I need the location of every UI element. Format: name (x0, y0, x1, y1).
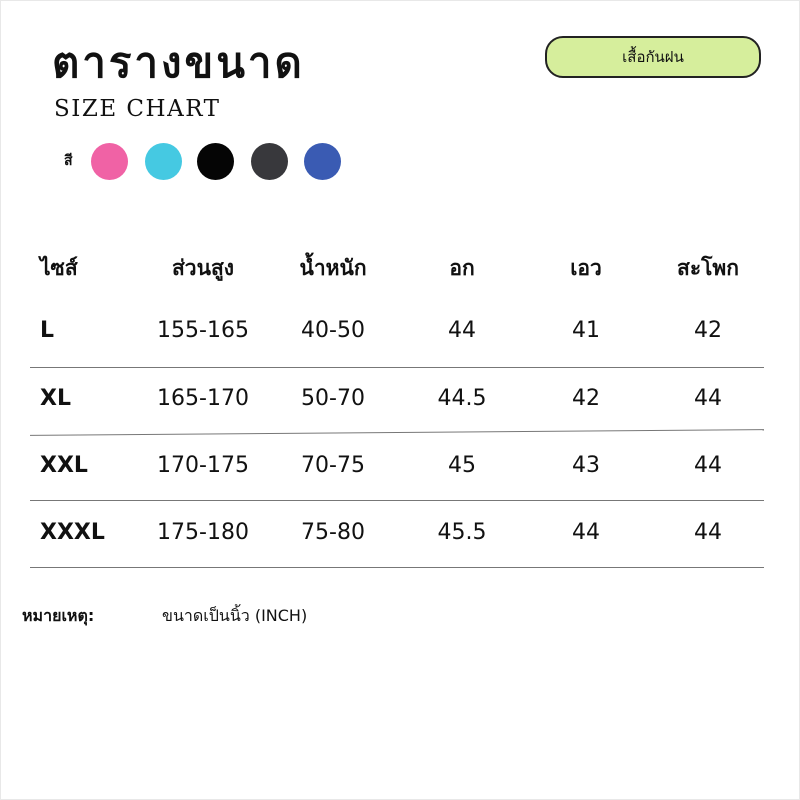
table-cell: 45 (448, 453, 476, 478)
table-cell: 44 (694, 520, 722, 545)
table-cell: 45.5 (437, 520, 487, 545)
table-header-cell: เอว (570, 256, 602, 280)
table-cell: XXL (40, 453, 88, 478)
table-cell: 44 (694, 386, 722, 411)
table-header-cell: ไซส์ (40, 256, 78, 280)
table-header-cell: ส่วนสูง (171, 256, 235, 280)
table-row-divider (30, 567, 764, 568)
colors-label: สี (64, 153, 73, 169)
table-cell: 75-80 (301, 520, 365, 545)
table-cell: 50-70 (301, 386, 365, 411)
note-label: หมายเหตุ: (22, 606, 95, 625)
table-cell: 70-75 (301, 453, 365, 478)
table-cell: 170-175 (157, 453, 249, 478)
table-cell: 44 (448, 318, 476, 343)
table-cell: 40-50 (301, 318, 365, 343)
table-cell: 44 (572, 520, 600, 545)
color-swatch (251, 143, 288, 180)
table-cell: 165-170 (157, 386, 249, 411)
table-cell: 41 (572, 318, 600, 343)
page-title: ตารางขนาด (52, 38, 305, 87)
table-cell: XL (40, 386, 71, 411)
table-cell: 42 (572, 386, 600, 411)
table-header-cell: สะโพก (677, 256, 739, 280)
color-swatch (304, 143, 341, 180)
table-cell: 175-180 (157, 520, 249, 545)
table-row-divider (30, 500, 764, 501)
table-cell: XXXL (40, 520, 105, 545)
color-swatch (197, 143, 234, 180)
table-cell: 43 (572, 453, 600, 478)
table-cell: L (40, 318, 55, 343)
product-tag: เสื้อกันฝน (545, 36, 761, 78)
table-cell: 44.5 (437, 386, 487, 411)
table-cell: 155-165 (157, 318, 249, 343)
table-cell: 42 (694, 318, 722, 343)
page-subtitle: SIZE CHART (54, 96, 221, 122)
color-swatch (91, 143, 128, 180)
table-cell: 44 (694, 453, 722, 478)
table-row-divider (30, 367, 764, 368)
table-header-cell: อก (449, 256, 475, 280)
note-text: ขนาดเป็นนิ้ว (INCH) (162, 606, 308, 625)
color-swatch (145, 143, 182, 180)
table-header-cell: น้ำหนัก (299, 256, 367, 280)
